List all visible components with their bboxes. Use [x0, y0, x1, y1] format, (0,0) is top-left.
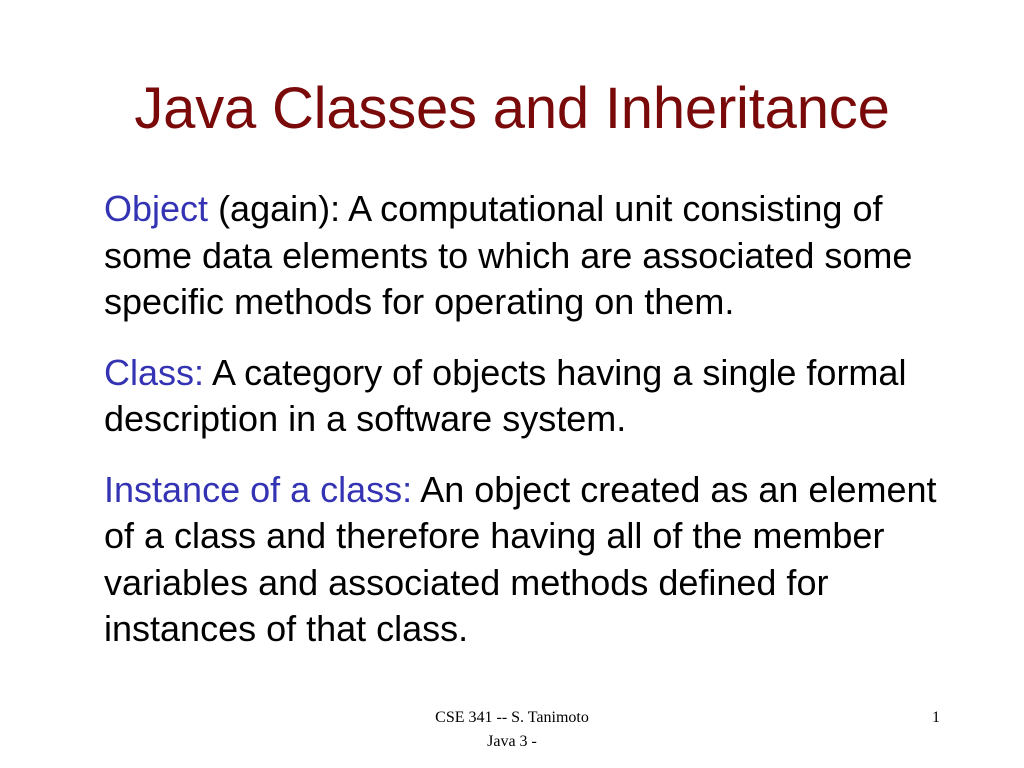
slide-title: Java Classes and Inheritance	[134, 76, 890, 141]
footer-course: CSE 341 -- S. Tanimoto	[435, 709, 589, 726]
term-instance-of-a-class: Instance of a class:	[104, 468, 413, 510]
page-number: 1	[932, 709, 940, 726]
definition-class-text: A category of objects having a single formal description in a software system.	[104, 351, 907, 439]
definition-object	[104, 186, 964, 326]
footer	[0, 706, 1024, 754]
slide-content	[104, 186, 964, 677]
definition-instance	[104, 467, 964, 653]
footer-lecture: Java 3 -	[487, 733, 537, 750]
term-object: Object	[104, 188, 209, 229]
term-class: Class:	[104, 351, 205, 393]
definition-class	[104, 350, 964, 443]
definition-instance-text: An object created as an element of a class and therefore having all of the member variables and associated methods defined for instances of that class.	[104, 468, 937, 649]
definition-object-text: (again): A computational unit consisting of some data elements to which are associated some specific methods for operating on them.	[104, 188, 913, 322]
